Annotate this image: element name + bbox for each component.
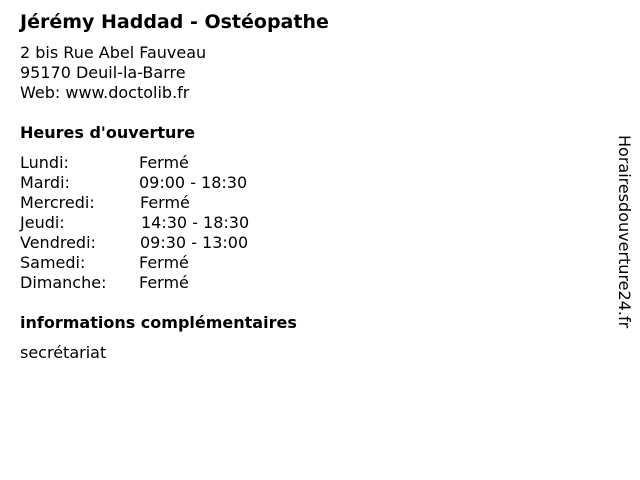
site-watermark: Horairesdouverture24.fr (615, 135, 634, 329)
day-hours: 14:30 - 18:30 (141, 213, 250, 232)
day-label: Mercredi: (20, 193, 95, 212)
day-label: Jeudi: (20, 213, 65, 232)
day-hours: Fermé (139, 253, 189, 272)
day-label: Lundi: (20, 153, 69, 172)
opening-hours-heading: Heures d'ouverture (20, 123, 196, 142)
address-city: 95170 Deuil-la-Barre (20, 63, 186, 82)
hours-row-tuesday (20, 173, 580, 193)
day-label: Mardi: (20, 173, 70, 192)
additional-info-heading: informations complémentaires (20, 313, 297, 332)
hours-row-sunday (20, 273, 580, 293)
opening-hours-table (20, 153, 580, 293)
day-hours: Fermé (140, 193, 190, 212)
day-label: Samedi: (20, 253, 86, 272)
address-block (20, 43, 580, 103)
hours-row-monday (20, 153, 580, 173)
day-hours: Fermé (139, 273, 189, 292)
hours-row-friday (20, 233, 580, 253)
address-street: 2 bis Rue Abel Fauveau (20, 43, 207, 62)
additional-info-text: secrétariat (20, 343, 107, 362)
business-card (20, 10, 580, 363)
hours-row-wednesday (20, 193, 580, 213)
day-hours: 09:00 - 18:30 (139, 173, 248, 192)
day-label: Vendredi: (20, 233, 96, 252)
day-hours: Fermé (139, 153, 189, 172)
business-name: Jérémy Haddad - Ostéopathe (20, 11, 329, 33)
day-hours: 09:30 - 13:00 (140, 233, 249, 252)
website-text: Web: www.doctolib.fr (20, 83, 190, 102)
day-label: Dimanche: (20, 273, 107, 292)
hours-row-thursday (20, 213, 580, 233)
hours-row-saturday (20, 253, 580, 273)
